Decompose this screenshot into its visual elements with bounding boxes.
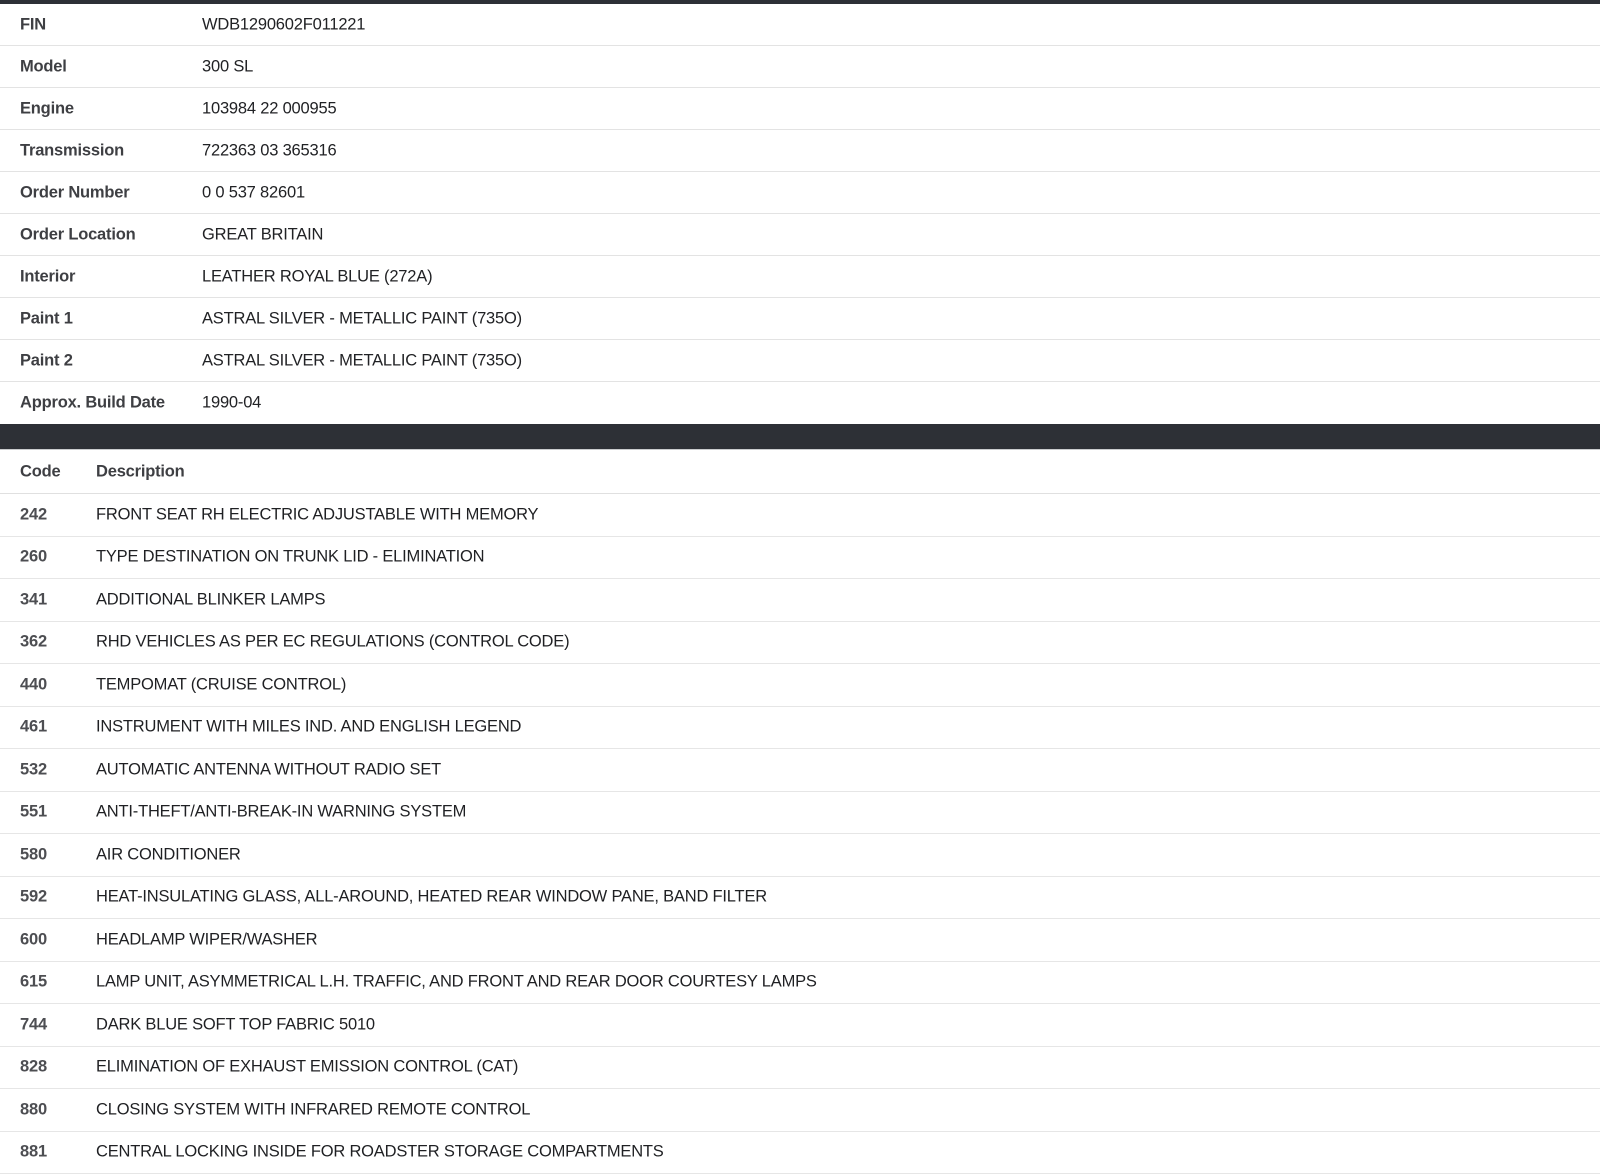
option-code: 828: [20, 1057, 47, 1076]
option-code: 440: [20, 675, 47, 694]
info-value: LEATHER ROYAL BLUE (272A): [202, 267, 433, 285]
option-description: ELIMINATION OF EXHAUST EMISSION CONTROL (CAT): [96, 1057, 519, 1076]
option-code: 744: [20, 1015, 47, 1034]
info-label: Interior: [20, 267, 76, 285]
option-code: 532: [20, 760, 47, 779]
info-label: Paint 2: [20, 351, 73, 369]
option-code: 592: [20, 887, 47, 906]
info-value: GREAT BRITAIN: [202, 225, 324, 243]
option-code: 341: [20, 590, 47, 609]
info-label: Order Number: [20, 183, 130, 201]
option-description: TEMPOMAT (CRUISE CONTROL): [96, 675, 347, 694]
info-label: Engine: [20, 99, 74, 117]
option-code-row: [0, 1004, 1600, 1047]
option-code-row: [0, 707, 1600, 750]
option-code-row: [0, 622, 1600, 665]
option-description: CLOSING SYSTEM WITH INFRARED REMOTE CONTROL: [96, 1100, 531, 1119]
option-code: 880: [20, 1100, 47, 1119]
code-column-header: Code: [20, 462, 61, 480]
option-code-row: [0, 877, 1600, 920]
option-code-row: [0, 749, 1600, 792]
option-code-row: [0, 1132, 1600, 1175]
option-description: AUTOMATIC ANTENNA WITHOUT RADIO SET: [96, 760, 442, 779]
info-row: [0, 130, 1600, 172]
option-description: ADDITIONAL BLINKER LAMPS: [96, 590, 326, 609]
option-codes-table: [0, 450, 1600, 1174]
option-code-row: [0, 494, 1600, 537]
option-code: 242: [20, 505, 47, 524]
option-description: INSTRUMENT WITH MILES IND. AND ENGLISH LEGEND: [96, 717, 522, 736]
option-code-row: [0, 537, 1600, 580]
info-label: FIN: [20, 15, 46, 33]
option-code: 600: [20, 930, 47, 949]
info-value: 300 SL: [202, 57, 254, 75]
info-value: 0 0 537 82601: [202, 183, 305, 201]
option-code: 551: [20, 802, 47, 821]
info-label: Order Location: [20, 225, 136, 243]
option-description: FRONT SEAT RH ELECTRIC ADJUSTABLE WITH MEMORY: [96, 505, 539, 524]
info-row: [0, 256, 1600, 298]
vehicle-info-table: [0, 4, 1600, 424]
option-description: RHD VEHICLES AS PER EC REGULATIONS (CONTROL CODE): [96, 632, 570, 651]
option-code-row: [0, 919, 1600, 962]
info-row: [0, 340, 1600, 382]
info-row: [0, 172, 1600, 214]
option-code-row: [0, 834, 1600, 877]
section-divider-bar: [0, 424, 1600, 450]
description-column-header: Description: [96, 462, 185, 480]
info-value: 1990-04: [202, 393, 262, 412]
option-description: HEADLAMP WIPER/WASHER: [96, 930, 318, 949]
option-code: 362: [20, 632, 47, 651]
option-code: 260: [20, 547, 47, 566]
option-description: LAMP UNIT, ASYMMETRICAL L.H. TRAFFIC, AND FRONT AND REAR DOOR COURTESY LAMPS: [96, 972, 817, 991]
info-row: [0, 214, 1600, 256]
info-row: [0, 4, 1600, 46]
option-code-row: [0, 579, 1600, 622]
option-code-row: [0, 1089, 1600, 1132]
info-row: [0, 298, 1600, 340]
info-row: [0, 46, 1600, 88]
option-description: ANTI-THEFT/ANTI-BREAK-IN WARNING SYSTEM: [96, 802, 467, 821]
option-description: HEAT-INSULATING GLASS, ALL-AROUND, HEATED REAR WINDOW PANE, BAND FILTER: [96, 887, 767, 906]
info-value: 722363 03 365316: [202, 141, 337, 159]
info-value: ASTRAL SILVER - METALLIC PAINT (735O): [202, 309, 522, 327]
option-rows-container: [0, 494, 1600, 1174]
option-code-row: [0, 664, 1600, 707]
info-value: WDB1290602F011221: [202, 15, 366, 33]
option-description: TYPE DESTINATION ON TRUNK LID - ELIMINATION: [96, 547, 485, 566]
info-row: [0, 88, 1600, 130]
option-description: CENTRAL LOCKING INSIDE FOR ROADSTER STORAGE COMPARTMENTS: [96, 1142, 664, 1161]
info-label: Approx. Build Date: [20, 393, 165, 412]
option-code: 881: [20, 1142, 47, 1161]
info-label: Transmission: [20, 141, 124, 159]
option-code: 580: [20, 845, 47, 864]
option-code-row: [0, 962, 1600, 1005]
info-label: Paint 1: [20, 309, 73, 327]
info-value: ASTRAL SILVER - METALLIC PAINT (735O): [202, 351, 522, 369]
options-header-row: [0, 450, 1600, 494]
option-code: 461: [20, 717, 47, 736]
info-value: 103984 22 000955: [202, 99, 337, 117]
option-code-row: [0, 792, 1600, 835]
option-description: AIR CONDITIONER: [96, 845, 241, 864]
info-row: [0, 382, 1600, 424]
option-code-row: [0, 1047, 1600, 1090]
option-description: DARK BLUE SOFT TOP FABRIC 5010: [96, 1015, 375, 1034]
option-code: 615: [20, 972, 47, 991]
info-label: Model: [20, 57, 67, 75]
